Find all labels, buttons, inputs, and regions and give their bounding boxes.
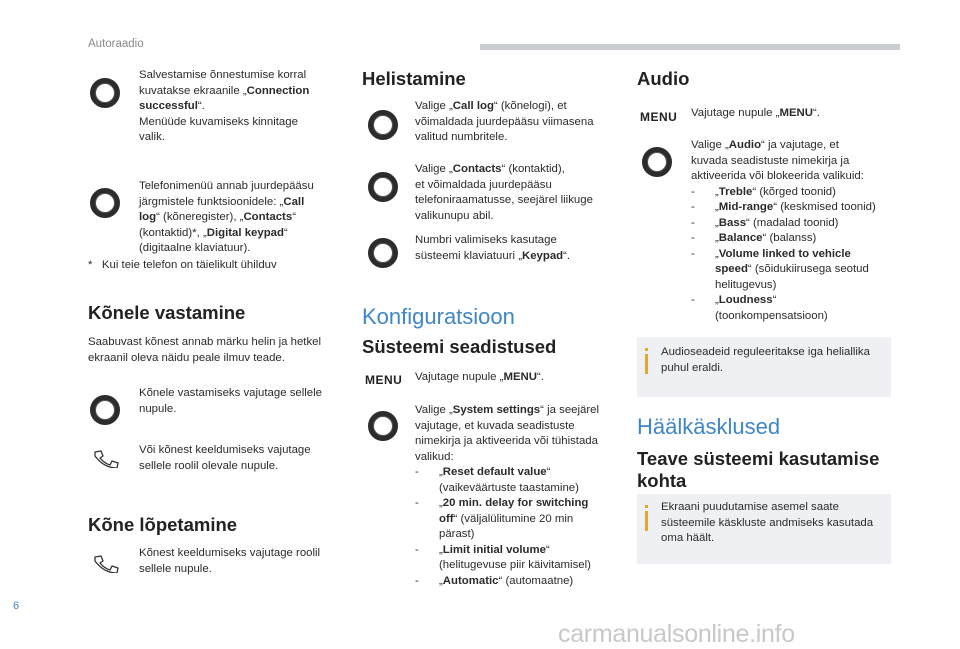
info-note: Audioseadeid reguleeritakse iga heliallika puhul eraldi. [637,337,891,397]
list-item: - „Treble“ (kõrged toonid) [691,185,836,198]
list-item: - „Volume linked to vehicle [691,247,851,260]
phone-hangup-icon [92,553,122,573]
watermark: carmanualsonline.info [558,620,795,648]
info-icon [645,505,648,531]
system-settings-heading: Süsteemi seadistused [362,336,557,357]
contacts-text: Valige „Contacts“ (kontaktid), et võimaldada juurdepääsu telefoniraamatusse, seejärel liikuge valikunupu abil. [415,163,593,222]
list-item: - „Balance“ (balanss) [691,232,817,244]
rotary-knob-icon [368,172,398,202]
list-item: - „Loudness“ [691,294,777,306]
phone-menu-text: Telefonimenüü annab juurdepääsu järgmistele funktsioonidele: „Call log“ (kõneregister), „Contacts“ (kontaktid)*, „Digital keypad“ (digitaalne klaviatuur). [139,180,314,254]
config-heading: Konfiguratsioon [362,304,515,329]
menu-press-text: Vajutage nupule „MENU“. [415,371,544,383]
menu-button-icon: MENU [365,373,403,387]
page-number: 6 [13,600,20,612]
reject-text: Või kõnest keeldumiseks vajutage sellele roolil olevale nupule. [139,444,311,472]
system-settings-text: Valige „System settings“ ja seejärel vajutage, et kuvada seadistuste nimekirja ja aktiveerida või tühistada valikud: - „Reset default value“ (vaikeväärtuste taastamine) - „20 min. delay for switching off“ (väljalülitumine 20 min pärast) - „Limit initial volume“ (helitugevuse piir käivitamisel) - „Automatic“ (automaatne) [415,404,600,587]
list-item: - „Mid-range“ (keskmised toonid) [691,201,876,213]
calling-heading: Helistamine [362,68,466,89]
audio-settings-text: Valige „Audio“ ja vajutage, et kuvada seadistuste nimekirja ja aktiveerida või blokeerida valikuid: - „Treble“ (kõrged toonid) - „Mid-range“ (keskmised toonid) - „Bass“ (madalad toonid) - „Balance“ (balanss) - „Volume linked to vehicle speed“ (sõidukiirusega seotud helitugevus) - „Loudness“ (toonkompensatsioon) [691,139,876,322]
rotary-knob-icon [90,78,120,108]
info-icon [645,348,648,374]
list-item: - „Reset default value“ [415,466,551,478]
list-item: - „Bass“ (madalad toonid) [691,216,839,229]
info-note: Ekraani puudutamise asemel saate süsteemile käskluste andmiseks kasutada oma häält. [637,494,891,564]
rotary-knob-icon [642,147,672,177]
system-usage-heading: Teave süsteemi kasutamise kohta [637,448,880,491]
footnote: * Kui teie telefon on täielikult ühilduv [88,259,277,271]
rotary-knob-icon [368,411,398,441]
end-call-text: Kõnest keeldumiseks vajutage roolil sellele nupule. [139,547,321,575]
list-item: - „Limit initial volume“ [415,543,550,556]
header-rule [480,44,900,50]
rotary-knob-icon [90,188,120,218]
list-item: - „20 min. delay for switching [415,497,589,509]
answer-intro: Saabuvast kõnest annab märku helin ja hetkel ekraanil oleva näidu peale ilmuv teade. [88,336,322,364]
list-item: - „Automatic“ (automaatne) [415,574,574,587]
rotary-knob-icon [368,238,398,268]
end-call-heading: Kõne lõpetamine [88,514,238,535]
menu-press-text: Vajutage nupule „MENU“. [691,107,820,119]
rotary-knob-icon [368,110,398,140]
phone-hangup-icon [92,448,122,468]
call-log-text: Valige „Call log“ (kõnelogi), et võimaldada juurdepääsu viimasena valitud numbritele. [415,100,594,143]
menu-button-icon: MENU [640,110,678,124]
answer-knob-text: Kõnele vastamiseks vajutage sellele nupule. [139,387,322,415]
voice-commands-heading: Häälkäsklused [637,414,781,439]
keypad-text: Numbri valimiseks kasutage süsteemi klaviatuuri „Keypad“. [415,234,571,262]
audio-heading: Audio [637,68,690,89]
save-success-text: Salvestamise õnnestumise korral kuvatakse ekraanile „Connection successful“. Menüüde kuvamiseks kinnitage valik. [139,69,310,143]
header-section-label: Autoraadio [88,38,144,50]
rotary-knob-icon [90,395,120,425]
answer-heading: Kõnele vastamine [88,302,246,323]
